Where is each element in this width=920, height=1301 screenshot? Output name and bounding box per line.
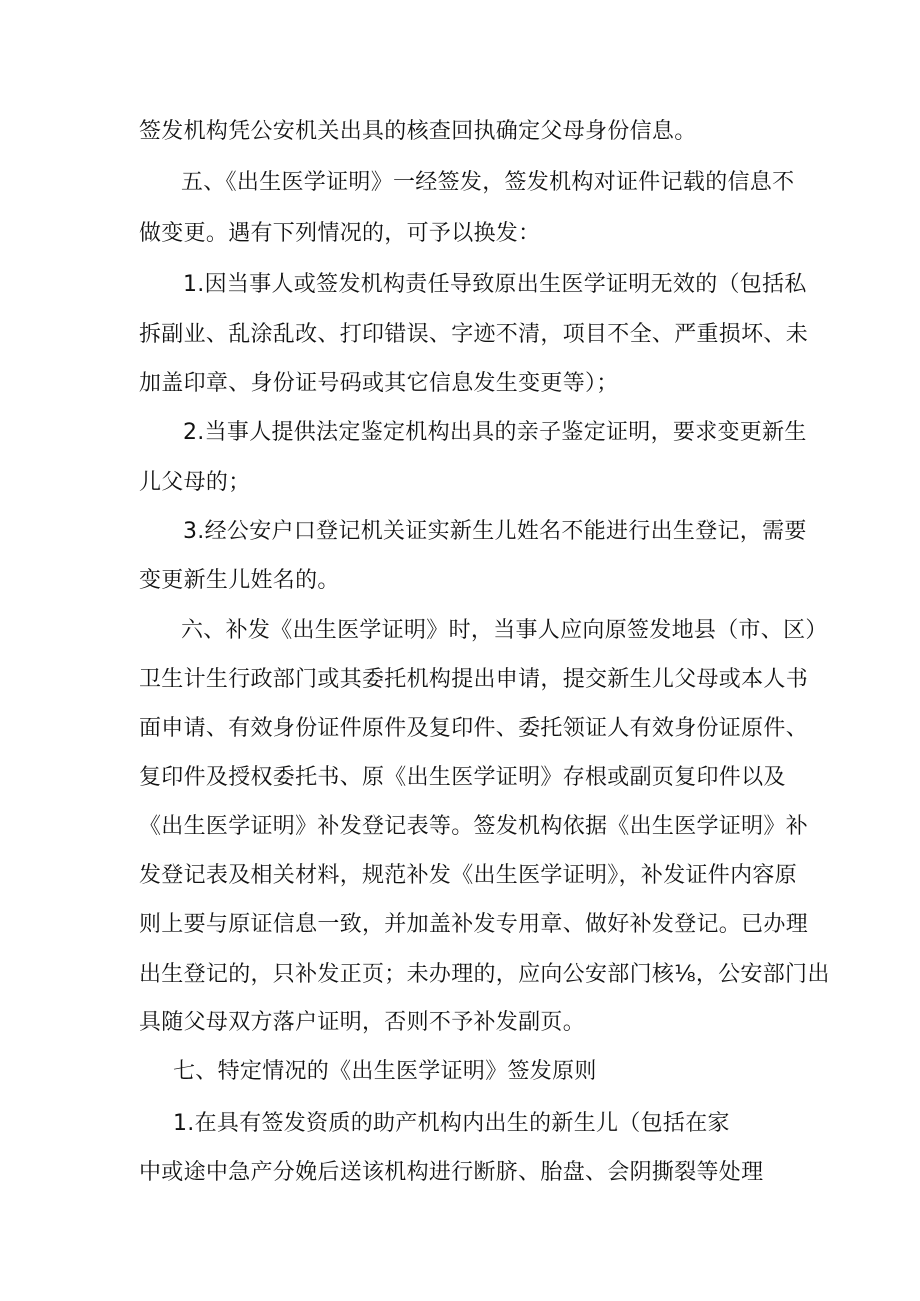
- text-line: 加盖印章、身份证号码或其它信息发生变更等）；: [139, 371, 619, 396]
- text-line: 儿父母的；: [139, 470, 251, 495]
- text-line: 1.因当事人或签发机构责任导致原出生医学证明无效的（包括私: [183, 272, 807, 297]
- text-line: 则上要与原证信息一致，并加盖补发专用章、做好补发登记。已办理: [139, 912, 809, 937]
- text-line: 做变更。遇有下列情况的，可予以换发：: [139, 221, 541, 246]
- text-line: 具随父母双方落户证明，否则不予补发副页。: [139, 1010, 586, 1035]
- text-line: 变更新生儿姓名的。: [139, 568, 340, 593]
- text-line: 卫生计生行政部门或其委托机构提出申请，提交新生儿父母或本人书: [139, 667, 809, 692]
- text-line: 七、特定情况的《出生医学证明》签发原则: [173, 1059, 597, 1084]
- text-line: 3.经公安户口登记机关证实新生儿姓名不能进行出生登记，需要: [183, 519, 807, 544]
- text-line: 拆副业、乱涂乱改、打印错误、字迹不清，项目不全、严重损坏、未: [139, 322, 809, 347]
- text-line: 六、补发《出生医学证明》时，当事人应向原签发地县（市、区）: [181, 618, 828, 643]
- text-line: 发登记表及相关材料，规范补发《出生医学证明》，补发证件内容原: [139, 863, 798, 888]
- text-line: 1.在具有签发资质的助产机构内出生的新生儿（包括在家: [173, 1111, 730, 1136]
- text-line: 《出生医学证明》补发登记表等。签发机构依据《出生医学证明》补: [139, 814, 809, 839]
- text-line: 五、《出生医学证明》一经签发，签发机构对证件记载的信息不: [181, 170, 795, 195]
- text-line: 面申请、有效身份证件原件及复印件、委托领证人有效身份证原件、: [139, 716, 809, 741]
- text-line: 复印件及授权委托书、原《出生医学证明》存根或副页复印件以及: [139, 765, 786, 790]
- text-line: 2.当事人提供法定鉴定机构出具的亲子鉴定证明，要求变更新生: [183, 420, 807, 445]
- text-line: 签发机构凭公安机关出具的核查回执确定父母身份信息。: [139, 119, 697, 144]
- text-line: 出生登记的，只补发正页；未办理的，应向公安部门核⅛，公安部门出: [139, 962, 830, 987]
- text-line: 中或途中急产分娩后送该机构进行断脐、胎盘、会阴撕裂等处理: [139, 1160, 764, 1185]
